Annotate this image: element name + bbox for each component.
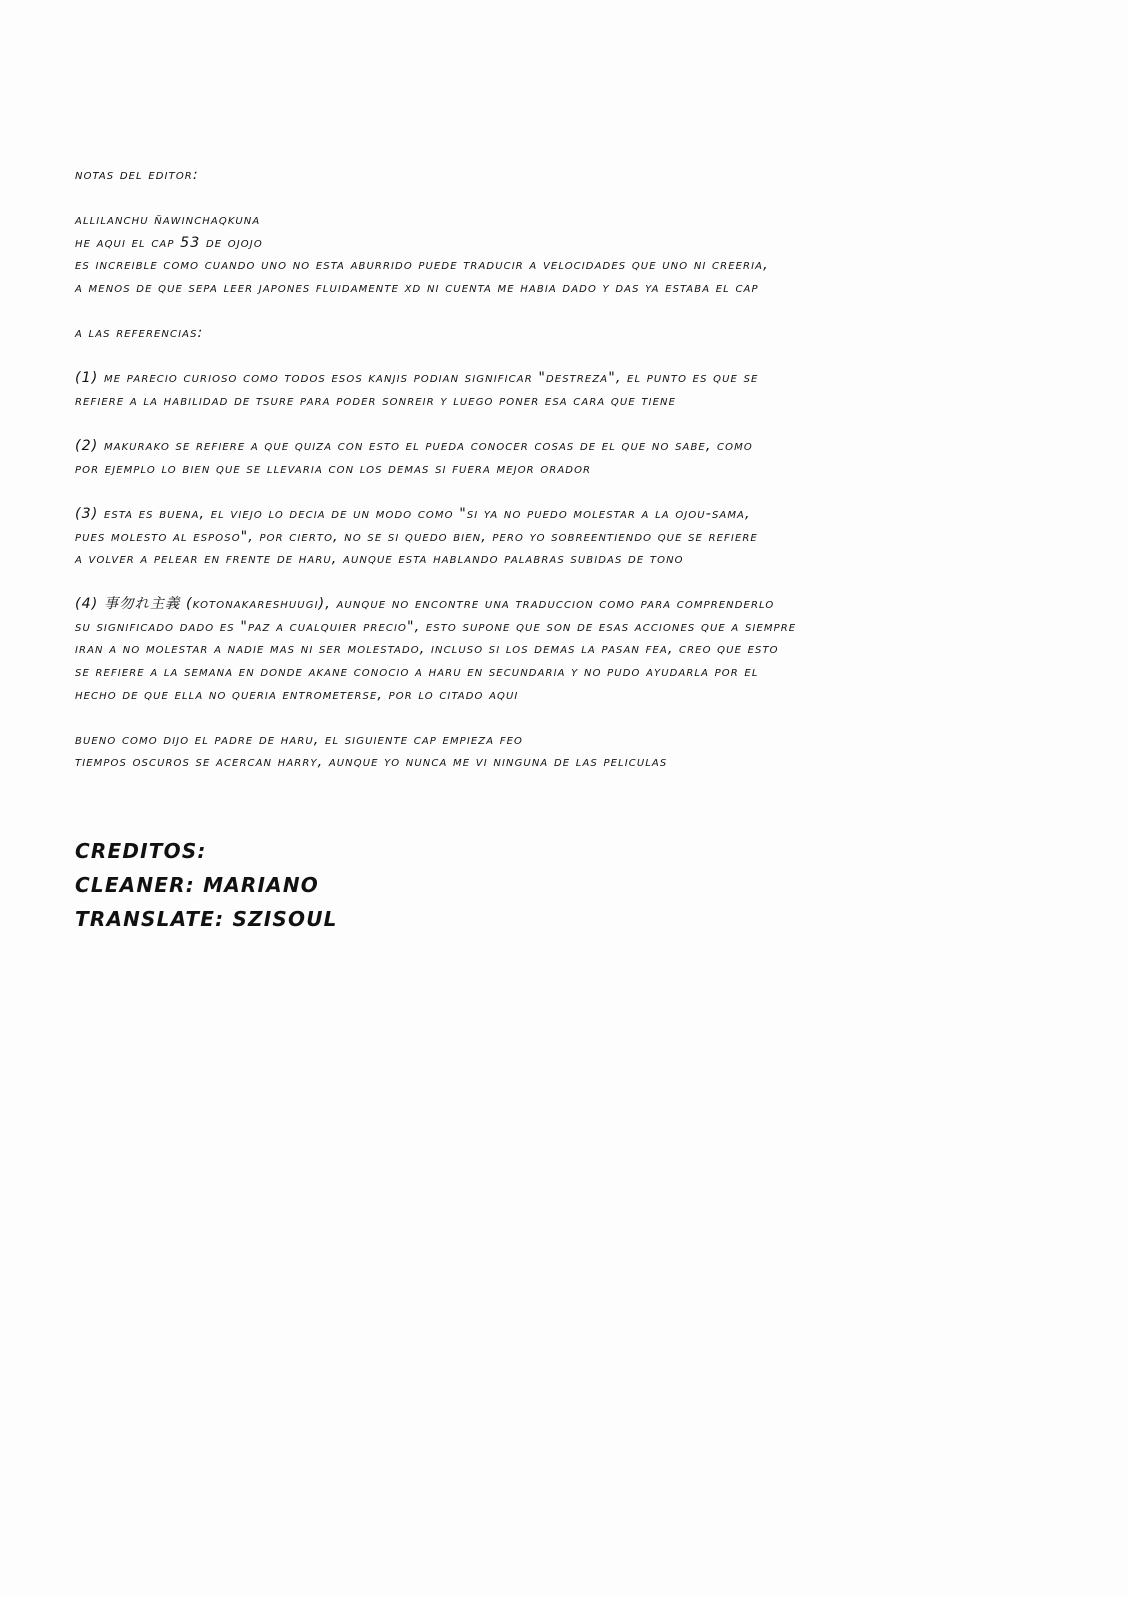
closing-line: bueno como dijo el padre de haru, el siguiente cap empieza feo: [75, 731, 524, 748]
intro-line: es increible como cuando uno no esta aburrido puede traducir a velocidades que uno ni creeria,: [75, 257, 769, 274]
reference-4-line: se refiere a la semana en donde akane conocio a haru en secundaria y no pudo ayudarla por el: [75, 664, 759, 681]
spacer: [75, 480, 1075, 503]
spacer: [75, 571, 1075, 594]
reference-2-line: (2) makurako se refiere a que quiza con esto el pueda conocer cosas de el que no sabe, como: [75, 438, 753, 455]
spacer: [75, 187, 1075, 210]
reference-2-line: por ejemplo lo bien que se llevaria con los demas si fuera mejor orador: [75, 460, 592, 477]
reference-4-line: hecho de que ella no queria entrometerse, por lo citado aqui: [75, 686, 519, 703]
reference-1-line: (1) me parecio curioso como todos esos kanjis podian significar "destreza", el punto es que se: [75, 370, 759, 387]
editor-notes: [75, 164, 1075, 774]
credits-block: [75, 834, 338, 936]
credit-cleaner: CLEANER: MARIANO: [75, 873, 319, 897]
reference-3-line: a volver a pelear en frente de haru, aunque esta hablando palabras subidas de tono: [75, 551, 684, 568]
reference-4-line: (4) 事勿れ主義 (kotonakareshuugi), aunque no encontre una traduccion como para comprenderlo: [75, 596, 775, 613]
spacer: [75, 706, 1075, 729]
closing-line: tiempos oscuros se acercan harry, aunque yo nunca me vi ninguna de las peliculas: [75, 754, 668, 771]
spacer: [75, 345, 1075, 368]
intro-line: a menos de que sepa leer japones fluidamente xd ni cuenta me habia dado y das ya estaba el cap: [75, 279, 759, 296]
spacer: [75, 300, 1075, 323]
reference-4-line: iran a no molestar a nadie mas ni ser molestado, incluso si los demas la pasan fea, creo que esto: [75, 641, 779, 658]
intro-line: he aqui el cap 53 de ojojo: [75, 234, 263, 251]
references-heading: a las referencias:: [75, 325, 204, 342]
spacer: [75, 413, 1075, 436]
reference-1-line: refiere a la habilidad de tsure para poder sonreir y luego poner esa cara que tiene: [75, 392, 677, 409]
intro-line: allilanchu ñawinchaqkuna: [75, 212, 261, 229]
notes-heading: notas del editor:: [75, 167, 199, 183]
reference-4-line: su significado dado es "paz a cualquier precio", esto supone que son de esas acciones que a siempre: [75, 618, 797, 635]
reference-3-line: (3) esta es buena, el viejo lo decia de un modo como "si ya no puedo molestar a la ojou-sama,: [75, 505, 751, 522]
credit-translate: TRANSLATE: SZISOUL: [75, 907, 338, 931]
credits-heading: CREDITOS:: [75, 839, 207, 863]
reference-3-line: pues molesto al esposo", por cierto, no se si quedo bien, pero yo sobreentiendo que se refiere: [75, 528, 758, 545]
